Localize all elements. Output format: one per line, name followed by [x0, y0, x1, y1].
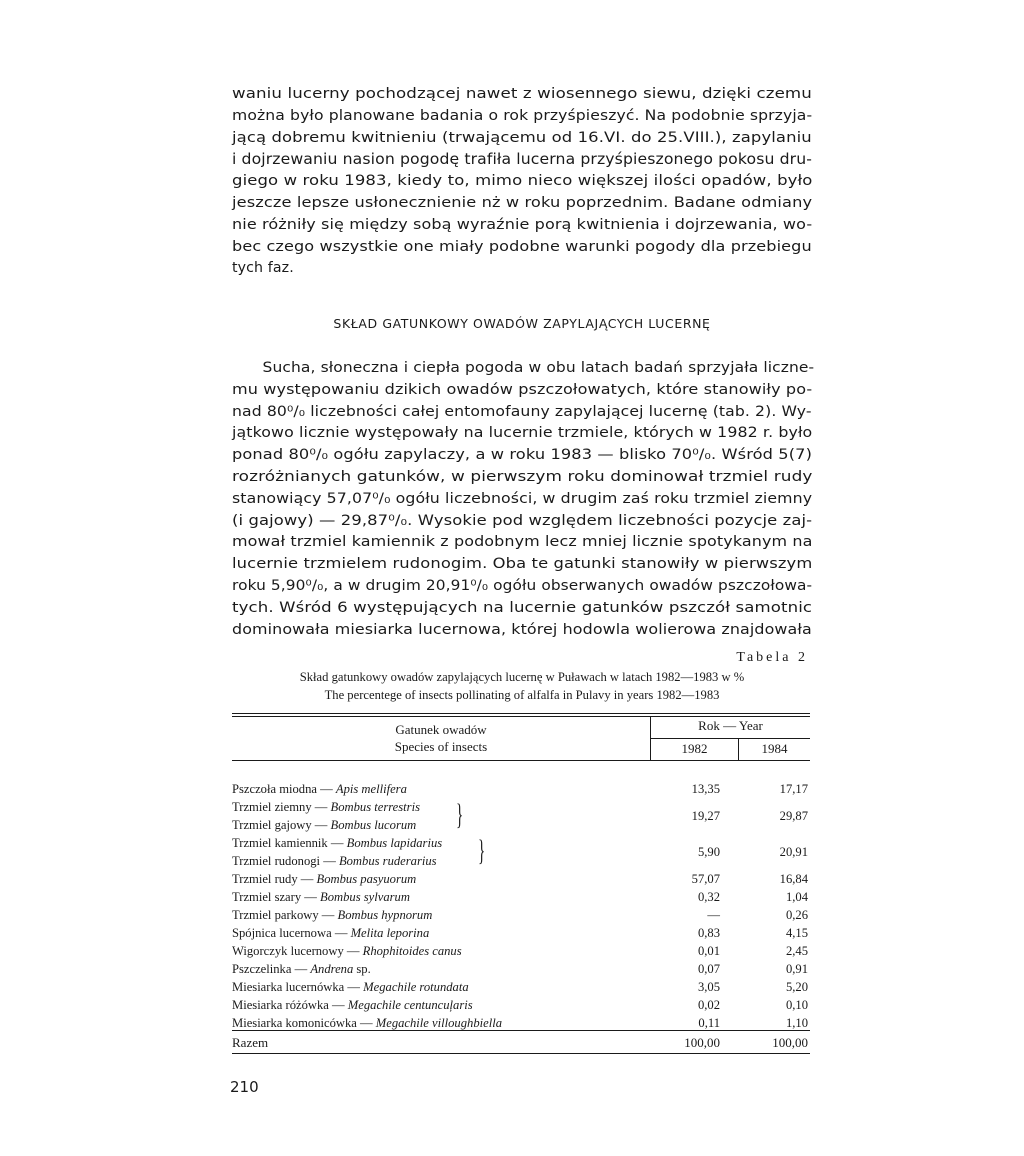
brace-icon: }: [456, 798, 464, 831]
header-year-group: Rok — Year: [698, 718, 763, 733]
species-name: Trzmiel rudy —: [232, 872, 317, 886]
text-line: jącą dobremu kwitnieniu (trwającemu od 16.VI. do 25.VIII.), zapylaniu: [232, 129, 812, 146]
header-col-1984: 1984: [761, 741, 788, 756]
value-1982: 0,02: [697, 998, 720, 1012]
text-line: nad 80⁰/₀ liczebności całej entomofauny zapylającej lucernę (tab. 2). Wy-: [232, 403, 812, 420]
text-line: lucernie trzmielem rudonogim. Oba te gatunki stanowiły w pierwszym: [232, 556, 813, 573]
text-line: jątkowo licznie występowały na lucernie trzmiele, których w 1982 r. było: [232, 425, 813, 442]
table-row: [232, 888, 810, 906]
value-1982: 5,90: [697, 845, 720, 859]
text-line: mu występowaniu dzikich owadów pszczołowatych, które stanowiły po-: [232, 381, 813, 398]
value-1984: 16,84: [779, 872, 808, 886]
header-species-en: Species of insects: [394, 739, 488, 754]
text-line: waniu lucerny pochodzącej nawet z wiosennego siewu, dzięki czemu: [232, 86, 812, 102]
species-latin: Melita leporina: [350, 926, 430, 940]
table-caption-pl: Skład gatunkowy owadów zapylających lucernę w Puławach w latach 1982—1983 w %: [299, 670, 745, 684]
table-header-rule: [232, 760, 810, 761]
table-label: Tabela 2: [736, 650, 808, 665]
text-line: dominowała miesiarka lucernowa, której hodowla wolierowa znajdowała: [232, 621, 812, 638]
value-1982: 57,07: [691, 872, 720, 886]
species-name: Trzmiel szary —: [232, 890, 321, 904]
value-1982: 13,35: [691, 782, 720, 796]
value-1984: 0,26: [785, 908, 808, 922]
value-1982: 0,32: [697, 890, 720, 904]
species-latin: Bombus pasyuorum: [316, 872, 417, 886]
paragraph-2: [232, 358, 815, 641]
table-body: [232, 780, 810, 1032]
text-line: i dojrzewaniu nasion pogodę trafiła lucerna przyśpieszonego pokosu dru-: [232, 150, 813, 169]
text-line: giego w roku 1983, kiedy to, mimo nieco większej ilości opadów, było: [232, 173, 813, 190]
value-1984: 2,45: [785, 944, 808, 958]
value-1982: 0,11: [698, 1016, 720, 1030]
species-name: Trzmiel kamiennik —: [232, 836, 347, 850]
table-row: [232, 942, 810, 960]
species-latin: Rhophitoides canus: [362, 944, 462, 958]
table-row: [232, 780, 810, 798]
species-latin: Bombus ruderarius: [338, 854, 437, 868]
total-1984: 100,00: [772, 1035, 808, 1050]
species-name: Pszczelinka —: [232, 962, 311, 976]
value-1982: 19,27: [691, 809, 720, 823]
paragraph-1: [232, 84, 812, 280]
text-line: rozróżnianych gatunków, w pierwszym roku dominował trzmiel rudy: [232, 468, 813, 485]
species-latin: Megachile centuncuļaris: [347, 998, 473, 1012]
table-row: [232, 978, 810, 996]
species-name: Pszczoła miodna —: [232, 782, 336, 796]
header-col-1982: 1982: [681, 741, 708, 756]
table-row: [232, 906, 810, 924]
species-name: Miesiarka komonicówka —: [232, 1016, 376, 1030]
value-1984: 17,17: [779, 782, 808, 796]
species-latin: Bombus terrestris: [330, 800, 420, 814]
value-1984: 1,10: [785, 1016, 808, 1030]
text-line: tych. Wśród 6 występujących na lucernie gatunków pszczół samotnic: [232, 599, 813, 616]
text-line: bec czego wszystkie one miały podobne warunki pogody dla przebiegu: [232, 238, 812, 255]
page-number: 210: [230, 1078, 259, 1096]
species-latin: Bombus lucorum: [330, 818, 417, 832]
species-name: Wigorczyk lucernowy —: [232, 944, 363, 958]
year-group-rule: [651, 738, 810, 739]
table-total-rule: [232, 1030, 810, 1031]
table-row: [232, 834, 810, 870]
table-row: [232, 870, 810, 888]
table-row: [232, 960, 810, 978]
text-line: Sucha, słoneczna i ciepła pogoda w obu latach badań sprzyjała liczne-: [262, 360, 815, 376]
total-1982: 100,00: [684, 1035, 720, 1050]
text-line: (i gajowy) — 29,87⁰/₀. Wysokie pod względem liczebności pozycje zaj-: [232, 512, 813, 529]
brace-icon: }: [478, 834, 486, 867]
value-1984: 0,10: [785, 998, 808, 1012]
text-line: można było planowane badania o rok przyśpieszyć. Na podobnie sprzyja-: [232, 107, 813, 124]
species-name: Trzmiel ziemny —: [232, 800, 331, 814]
species-name: Trzmiel rudonogi —: [232, 854, 339, 868]
value-1982: 3,05: [697, 980, 720, 994]
table-row: [232, 798, 810, 834]
value-1984: 1,04: [785, 890, 808, 904]
species-latin: Bombus sylvarum: [320, 890, 410, 904]
table-row: [232, 924, 810, 942]
header-species-pl: Gatunek owadów: [395, 722, 487, 737]
value-1982: 0,83: [697, 926, 720, 940]
value-1982: —: [707, 908, 720, 922]
value-1984: 4,15: [785, 926, 808, 940]
species-name: Miesiarka różówka —: [232, 998, 348, 1012]
value-1984: 0,91: [785, 962, 808, 976]
table-bottom-rule: [232, 1053, 810, 1054]
species-latin: Bombus lapidarius: [346, 836, 443, 850]
species-latin: Bombus hypnorum: [337, 908, 433, 922]
value-1984: 29,87: [779, 809, 808, 823]
text-line: tych faz.: [232, 260, 294, 277]
value-1982: 0,07: [697, 962, 720, 976]
table-caption-en: The percentege of insects pollinating of alfalfa in Pulavy in years 1982—1983: [324, 688, 720, 702]
table-total-row: [232, 1034, 810, 1052]
species-latin: Megachile villoughbiella: [375, 1016, 503, 1030]
table-top-rule: [232, 713, 810, 714]
table-top-rule-2: [232, 716, 810, 717]
species-name: Miesiarka lucernówka —: [232, 980, 364, 994]
text-line: jeszcze lepsze usłonecznienie nż w roku poprzednim. Badane odmiany: [232, 194, 813, 211]
species-latin: Megachile rotundata: [363, 980, 469, 994]
value-1984: 20,91: [779, 845, 808, 859]
text-line: stanowiący 57,07⁰/₀ ogółu liczebności, w drugim zaś roku trzmiel ziemny: [232, 490, 813, 507]
species-name: Spójnica lucernowa —: [232, 926, 351, 940]
value-1984: 5,20: [785, 980, 808, 994]
text-line: ponad 80⁰/₀ ogółu zapylaczy, a w roku 1983 — blisko 70⁰/₀. Wśród 5(7): [232, 447, 813, 464]
total-label: Razem: [232, 1035, 269, 1050]
text-line: roku 5,90⁰/₀, a w drugim 20,91⁰/₀ ogółu obserwanych owadów pszczołowa-: [232, 577, 813, 594]
species-suffix: sp.: [353, 962, 371, 976]
section-heading: SKŁAD GATUNKOWY OWADÓW ZAPYLAJĄCYCH LUCERNĘ: [333, 316, 711, 331]
species-latin: Apis mellifera: [335, 782, 407, 796]
text-line: mował trzmiel kamiennik z podobnym lecz mniej licznie spotykanym na: [232, 534, 813, 551]
table-row: [232, 996, 810, 1014]
species-name: Trzmiel parkowy —: [232, 908, 338, 922]
value-1982: 0,01: [697, 944, 720, 958]
species-latin: Andrena: [310, 962, 354, 976]
species-name: Trzmiel gajowy —: [232, 818, 331, 832]
text-line: nie różniły się między sobą wyraźnie porą kwitnienia i dojrzewania, wo-: [232, 216, 813, 233]
